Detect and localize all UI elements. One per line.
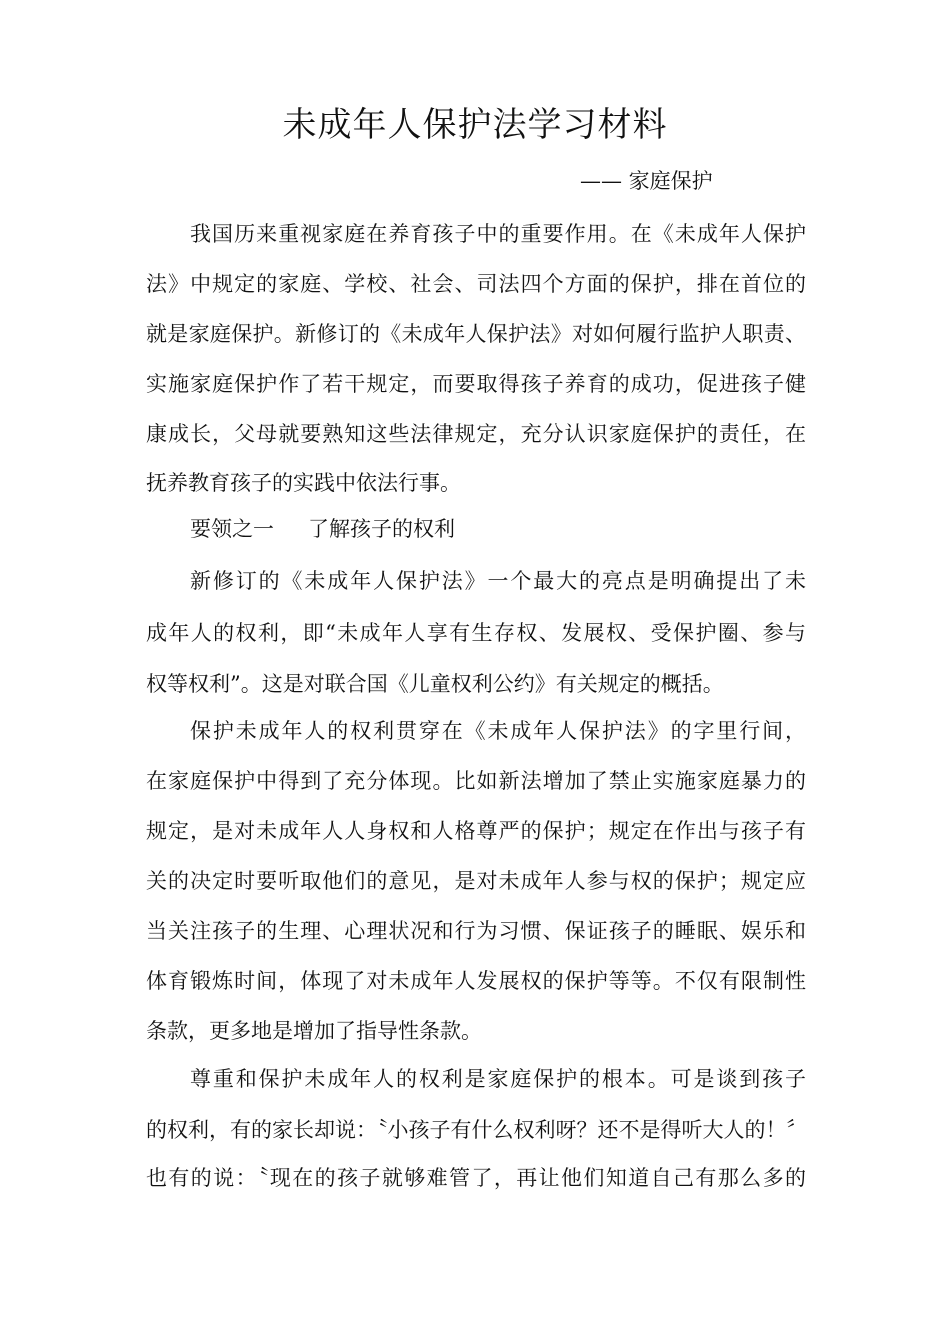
paragraph-4-line: 也有的说：〝现在的孩子就够难管了，再让他们知道自己有那么多的: [146, 1166, 806, 1190]
paragraph-1-line: 实施家庭保护作了若干规定，而要取得孩子养育的成功，促进孩子健: [146, 372, 806, 396]
paragraph-2-line: 权等权利”。这是对联合国《儿童权利公约》有关规定的概括。: [146, 672, 724, 696]
section-heading: [190, 514, 455, 544]
paragraph-2-line: 新修订的《未成年人保护法》一个最大的亮点是明确提出了未: [190, 569, 806, 593]
paragraph-1-line: 就是家庭保护。新修订的《未成年人保护法》对如何履行监护人职责、: [146, 322, 806, 346]
paragraph-3-line: 在家庭保护中得到了充分体现。比如新法增加了禁止实施家庭暴力的: [146, 769, 806, 793]
paragraph-2-line: 成年人的权利，即“未成年人享有生存权、发展权、受保护圈、参与: [146, 621, 806, 645]
section-number: 要领之一: [190, 517, 274, 541]
document-subtitle: —— 家庭保护: [580, 169, 713, 193]
paragraph-1-line: 我国历来重视家庭在养育孩子中的重要作用。在《未成年人保护: [190, 222, 806, 246]
paragraph-3-line: 保护未成年人的权利贯穿在《未成年人保护法》的字里行间，: [190, 719, 806, 743]
paragraph-3-line: 规定，是对未成年人人身权和人格尊严的保护；规定在作出与孩子有: [146, 819, 806, 843]
document-title: 未成年人保护法学习材料: [282, 105, 668, 145]
paragraph-3-line: 关的决定时要听取他们的意见，是对未成年人参与权的保护；规定应: [146, 869, 806, 893]
section-title: 了解孩子的权利: [308, 517, 455, 541]
paragraph-3-line: 体育锻炼时间，体现了对未成年人发展权的保护等等。不仅有限制性: [146, 969, 806, 993]
paragraph-1-line: 抚养教育孩子的实践中依法行事。: [146, 471, 461, 495]
paragraph-4-line: 的权利，有的家长却说：〝小孩子有什么权利呀？还不是得听大人的！〞: [146, 1118, 808, 1142]
paragraph-3-line: 条款，更多地是增加了指导性条款。: [146, 1019, 482, 1043]
paragraph-3-line: 当关注孩子的生理、心理状况和行为习惯、保证孩子的睡眠、娱乐和: [146, 919, 806, 943]
paragraph-1-line: 康成长，父母就要熟知这些法律规定，充分认识家庭保护的责任，在: [146, 422, 806, 446]
paragraph-4-line: 尊重和保护未成年人的权利是家庭保护的根本。可是谈到孩子: [190, 1067, 806, 1091]
paragraph-1-line: 法》中规定的家庭、学校、社会、司法四个方面的保护，排在首位的: [146, 272, 806, 296]
